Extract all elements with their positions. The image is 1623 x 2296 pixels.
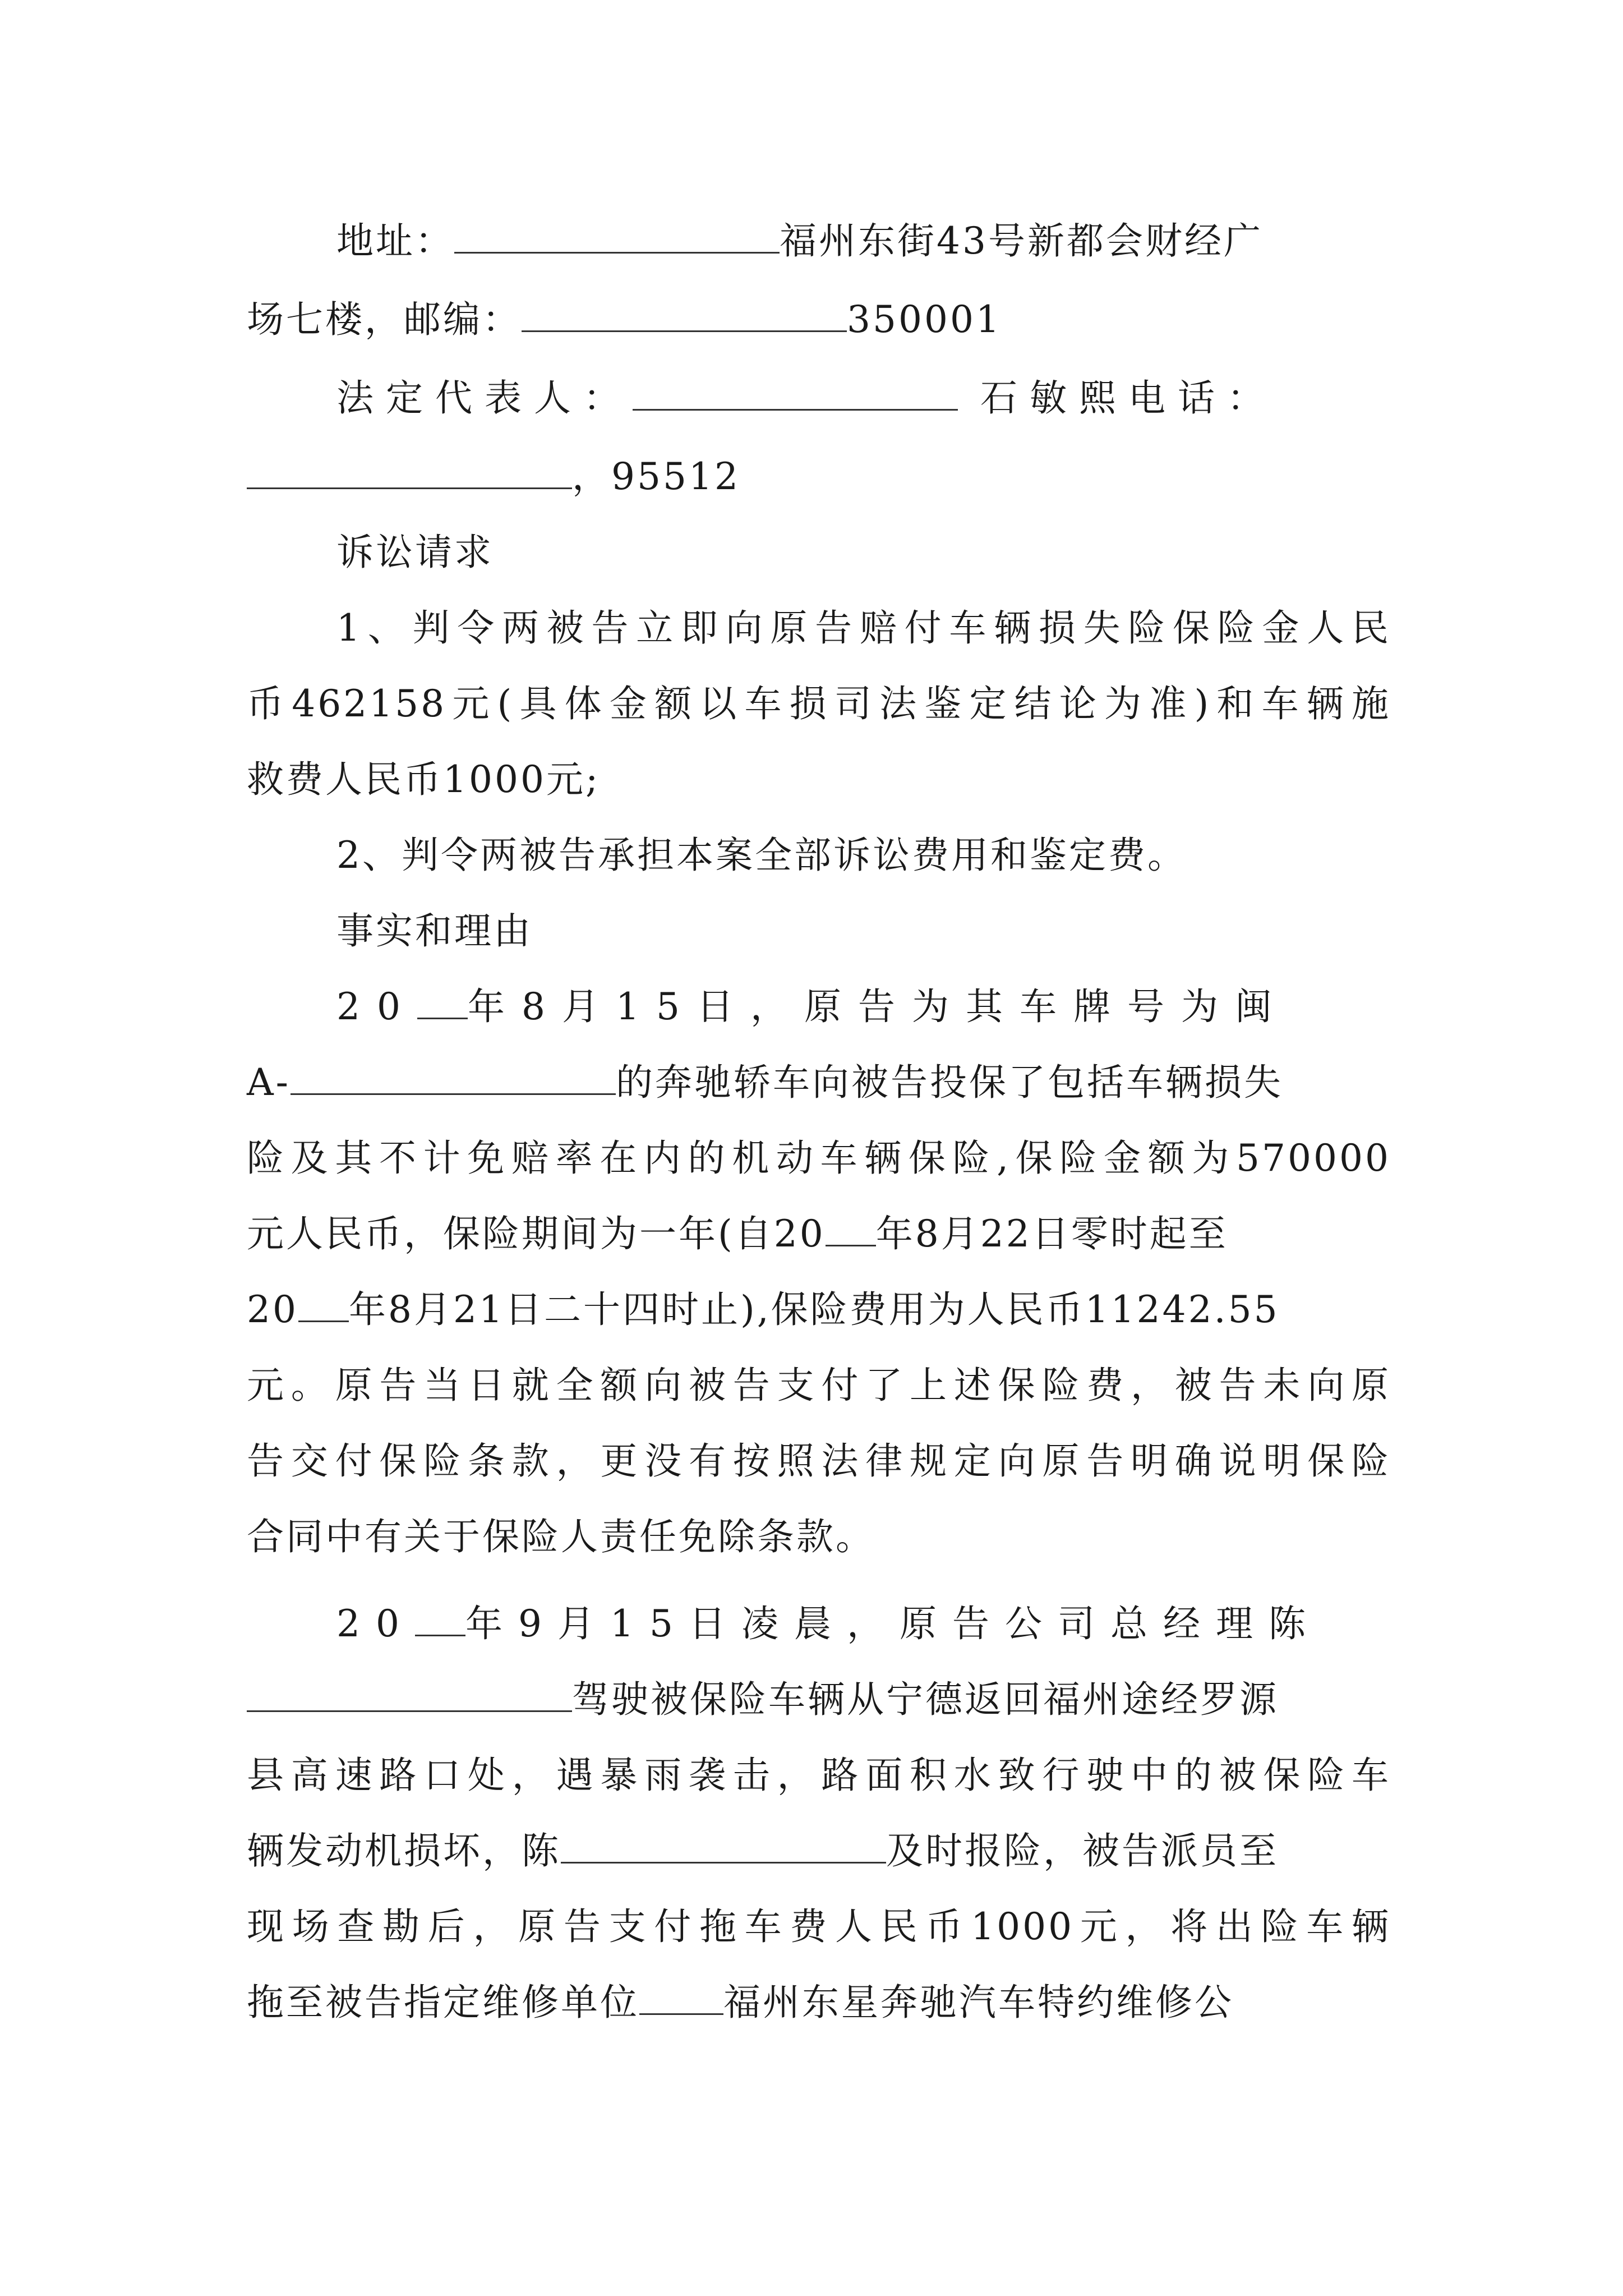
plate-prefix: A- [247,1061,291,1104]
facts-text: 年8月15日，原告为其车牌号为闽 [467,985,1289,1028]
facts-p1-line-5 [247,1276,1391,1343]
facts-text: 年8月21日二十四时止),保险费用为人民币11242.55 [348,1288,1280,1331]
facts-text: 辆发动机损坏，陈 [247,1829,561,1872]
blank-underline [415,1602,465,1636]
year-prefix: 20 [336,1602,415,1645]
facts-p1-line-1 [336,973,1391,1041]
facts-p2-line-2 [247,1666,1391,1733]
facts-p1-line-6: 元。原告当日就全额向被告支付了上述保险费，被告未向原 [247,1364,1391,1407]
legal-rep-label: 法定代表人： [336,376,633,420]
claim-1-line-3: 救费人民币1000元; [247,758,601,801]
facts-text: 的奔驰轿车向被告投保了包括车辆损失 [615,1061,1283,1104]
address-label: 地址： [336,219,454,263]
blank-underline [247,1678,572,1712]
blank-underline [561,1829,886,1864]
phone-line [247,443,1391,510]
address-text: 福州东街43号新都会财经广 [780,219,1263,263]
postcode-label: 场七楼，邮编： [247,298,522,341]
section-heading-claims: 诉讼请求 [336,531,494,574]
blank-underline [247,455,572,489]
blank-underline [298,1288,349,1322]
claim-2: 2、判令两被告承担本案全部诉讼费用和鉴定费。 [336,834,1187,877]
blank-underline [417,985,468,1019]
facts-p1-line-8: 合同中有关于保险人责任免除条款。 [247,1515,875,1558]
facts-text: 元人民币，保险期间为一年(自20 [247,1212,826,1255]
postcode-value: 350001 [847,298,1002,341]
facts-p1-line-4 [247,1200,1391,1268]
legal-rep-name-phone-label: 石敏熙电话： [980,376,1276,420]
facts-p1-line-2 [247,1049,1391,1116]
facts-text: 福州东星奔驰汽车特约维修公 [723,1981,1234,2024]
facts-p1-line-3: 险及其不计免赔率在内的机动车辆保险,保险金额为570000 [247,1137,1391,1180]
facts-text: 年9月15日凌晨，原告公司总经理陈 [465,1602,1321,1645]
blank-underline [454,219,780,254]
facts-text: 驾驶被保险车辆从宁德返回福州途经罗源 [572,1678,1279,1721]
year-prefix: 20 [336,985,417,1028]
blank-underline [826,1212,876,1246]
facts-p1-line-7: 告交付保险条款，更没有按照法律规定向原告明确说明保险 [247,1439,1391,1483]
blank-underline [639,1981,723,2015]
facts-text: 年8月22日零时起至 [875,1212,1228,1255]
claim-1-line-1: 1、判令两被告立即向原告赔付车辆损失险保险金人民 [336,606,1391,650]
facts-p2-line-3: 县高速路口处，遇暴雨袭击，路面积水致行驶中的被保险车 [247,1754,1391,1797]
blank-underline [522,298,847,332]
facts-text: 及时报险，被告派员至 [886,1829,1279,1872]
claim-1-line-2: 币462158元(具体金额以车损司法鉴定结论为准)和车辆施 [247,682,1391,725]
legal-rep-line [336,365,1391,432]
facts-p2-line-5: 现场查勘后，原告支付拖车费人民币1000元，将出险车辆 [247,1905,1391,1948]
phone-value: ，95512 [572,455,740,498]
address-line [336,208,1391,275]
facts-p2-line-6 [247,1969,1391,2036]
blank-underline [633,376,958,411]
blank-underline [291,1061,616,1095]
section-heading-facts: 事实和理由 [336,909,533,953]
facts-text: 拖至被告指定维修单位 [247,1981,639,2024]
postcode-line [247,286,1391,353]
facts-p2-line-1 [336,1590,1391,1658]
year-prefix: 20 [247,1288,298,1331]
facts-p2-line-4 [247,1818,1391,1885]
